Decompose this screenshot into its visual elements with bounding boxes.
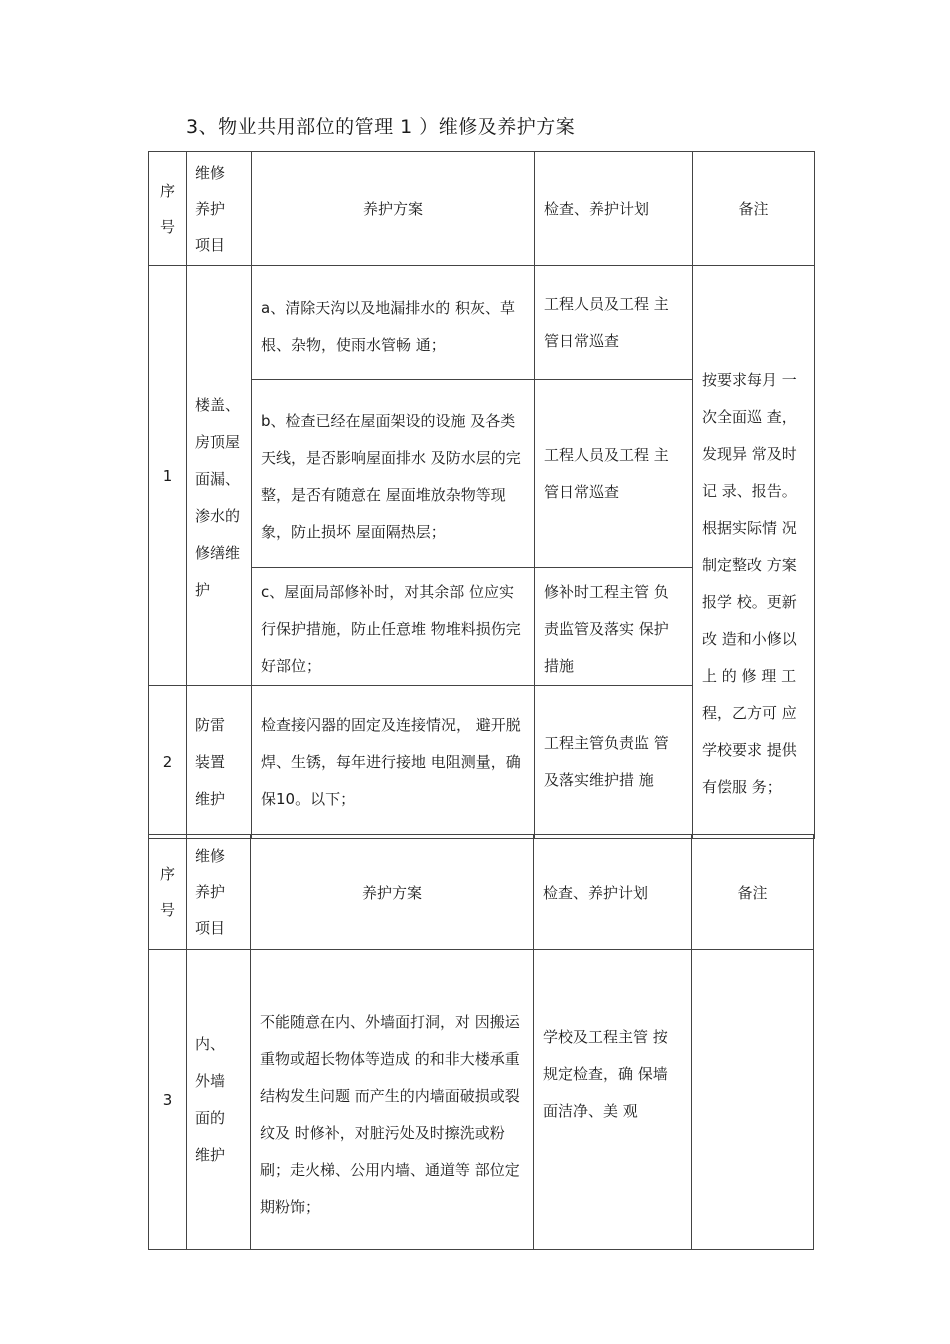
header-remark: 备注	[692, 835, 814, 950]
row-number: 1	[149, 266, 187, 686]
header-remark: 备注	[693, 152, 815, 266]
check-b: 工程人员及工程 主管日常巡查	[535, 380, 693, 568]
header-row	[149, 835, 814, 950]
plan-a: a、清除天沟以及地漏排水的 积灰、草根、杂物，使雨水管畅 通；	[252, 266, 535, 380]
check-a: 工程人员及工程 主管日常巡查	[535, 266, 693, 380]
header-row	[149, 152, 815, 266]
header-plan: 养护方案	[252, 152, 535, 266]
header-check: 检查、养护计划	[534, 835, 692, 950]
header-item: 维修养护项目	[187, 152, 252, 266]
table-row	[149, 266, 815, 380]
plan-lightning: 检查接闪器的固定及连接情况， 避开脱焊、生锈，每年进行接地 电阻测量，确保10。以下；	[252, 686, 535, 839]
plan-wall: 不能随意在内、外墙面打洞，对 因搬运重物或超长物体等造成 的和非大楼承重结构发生问题 而产生的内墙面破损或裂纹及 时修补，对脏污处及时擦洗或粉 刷；走火梯、公用内墙、通道等 部位定期粉饰；	[251, 950, 534, 1250]
remark-cell: 按要求每月 一次全面巡 查，发现异 常及时记 录、报告。根据实际情 况制定整改 方案报学 校。更新改 造和小修以 上 的 修 理 工程，乙方可 应学校要求 提供有偿服 务；	[693, 266, 815, 839]
row-number: 3	[149, 950, 187, 1250]
check-c: 修补时工程主管 负责监管及落实 保护措施	[535, 568, 693, 686]
row-number: 2	[149, 686, 187, 839]
check-lightning: 工程主管负责监 管及落实维护措 施	[535, 686, 693, 839]
check-wall: 学校及工程主管 按规定检查，确 保墙面洁净、美 观	[534, 950, 692, 1250]
row-item: 防雷装置维护	[187, 686, 252, 839]
maintenance-table-continued	[148, 834, 814, 1250]
header-no: 序号	[149, 152, 187, 266]
plan-c: c、屋面局部修补时，对其余部 位应实行保护措施，防止任意堆 物堆料损伤完好部位；	[252, 568, 535, 686]
maintenance-table	[148, 151, 815, 839]
row-item: 楼盖、房顶屋面漏、渗水的修缮维护	[187, 266, 252, 686]
header-item: 维修养护项目	[187, 835, 251, 950]
section-title: 3、物业共用部位的管理 1 ）维修及养护方案	[186, 116, 576, 138]
row-item: 内、外墙面的维护	[187, 950, 251, 1250]
header-check: 检查、养护计划	[535, 152, 693, 266]
plan-b: b、检查已经在屋面架设的设施 及各类天线，是否影响屋面排水 及防水层的完整，是否有随意在 屋面堆放杂物等现象，防止损坏 屋面隔热层；	[252, 380, 535, 568]
header-no: 序号	[149, 835, 187, 950]
header-plan: 养护方案	[251, 835, 534, 950]
remark-wall	[692, 950, 814, 1250]
table-row	[149, 950, 814, 1250]
